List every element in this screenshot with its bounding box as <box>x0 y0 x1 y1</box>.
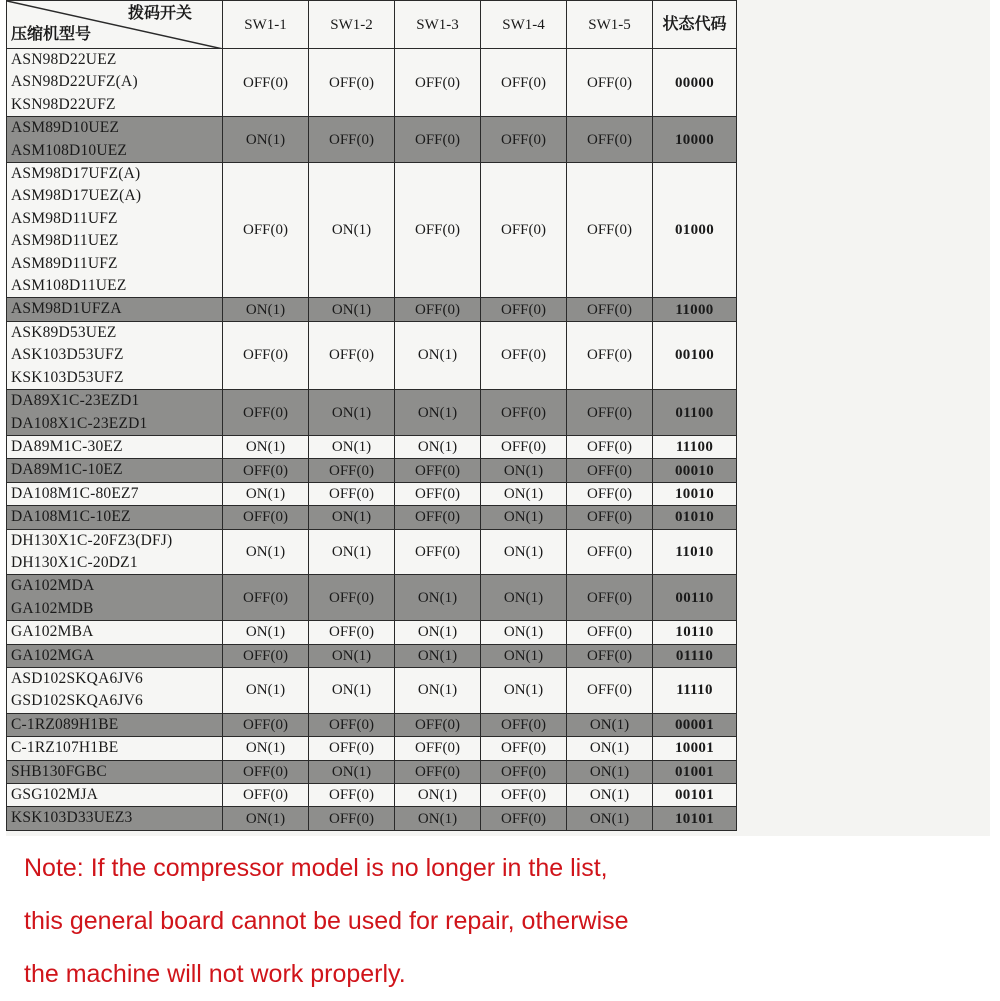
switch-state-sw1-3: OFF(0) <box>395 298 481 321</box>
switch-header-1: SW1-1 <box>223 1 309 49</box>
switch-state-sw1-5: OFF(0) <box>567 117 653 163</box>
compressor-model-cell <box>7 667 223 713</box>
compressor-model-cell <box>7 298 223 321</box>
compressor-model: GSG102MJA <box>11 786 99 803</box>
table-row <box>7 760 737 783</box>
table-row <box>7 807 737 830</box>
table-row <box>7 575 737 621</box>
switch-state-sw1-1: ON(1) <box>223 482 309 505</box>
compressor-model-cell <box>7 390 223 436</box>
switch-state-sw1-1: ON(1) <box>223 117 309 163</box>
compressor-model: ASM108D10UEZ <box>11 141 128 159</box>
table-row <box>7 321 737 389</box>
switch-state-sw1-1: OFF(0) <box>223 459 309 482</box>
switch-state-sw1-1: OFF(0) <box>223 760 309 783</box>
compressor-model: DH130X1C-20DZ1 <box>11 553 138 571</box>
compressor-model-cell <box>7 621 223 644</box>
switch-state-sw1-1: OFF(0) <box>223 390 309 436</box>
switch-state-sw1-5: OFF(0) <box>567 529 653 575</box>
compressor-model: DA89X1C-23EZD1 <box>11 392 140 410</box>
status-code: 10001 <box>653 737 737 760</box>
compressor-model: GSD102SKQA6JV6 <box>11 692 143 710</box>
compressor-model-cell <box>7 737 223 760</box>
compressor-model: DH130X1C-20FZ3(DFJ) <box>11 531 173 549</box>
switch-header-3: SW1-3 <box>395 1 481 49</box>
switch-state-sw1-5: OFF(0) <box>567 506 653 529</box>
switch-state-sw1-1: ON(1) <box>223 298 309 321</box>
table-row <box>7 459 737 482</box>
compressor-model: KSK103D33UEZ3 <box>11 809 133 827</box>
switch-header-2: SW1-2 <box>309 1 395 49</box>
switch-state-sw1-4: ON(1) <box>481 459 567 482</box>
compressor-model-cell <box>7 435 223 458</box>
switch-state-sw1-1: ON(1) <box>223 667 309 713</box>
switch-state-sw1-2: ON(1) <box>309 667 395 713</box>
switch-state-sw1-1: OFF(0) <box>223 49 309 117</box>
table-row <box>7 117 737 163</box>
status-code: 11110 <box>653 667 737 713</box>
compressor-model: ASM98D11UEZ <box>11 232 119 250</box>
switch-header-4: SW1-4 <box>481 1 567 49</box>
switch-state-sw1-4: OFF(0) <box>481 435 567 458</box>
table-row <box>7 737 737 760</box>
dip-switch-header: 拨码开关 <box>127 5 192 22</box>
switch-state-sw1-3: OFF(0) <box>395 760 481 783</box>
compressor-model: GA102MGA <box>11 646 95 664</box>
switch-state-sw1-4: ON(1) <box>481 621 567 644</box>
compressor-model: ASK103D53UFZ <box>11 346 124 364</box>
switch-state-sw1-5: OFF(0) <box>567 49 653 117</box>
switch-state-sw1-4: OFF(0) <box>481 117 567 163</box>
status-code: 00110 <box>653 575 737 621</box>
compressor-model-header: 压缩机型号 <box>11 26 92 43</box>
table-row <box>7 49 737 117</box>
compressor-model: GA102MBA <box>11 623 94 641</box>
switch-state-sw1-5: OFF(0) <box>567 575 653 621</box>
table-row <box>7 784 737 807</box>
switch-state-sw1-3: ON(1) <box>395 807 481 830</box>
switch-state-sw1-4: ON(1) <box>481 506 567 529</box>
note-line-3: the machine will not work properly. <box>24 960 406 988</box>
switch-state-sw1-4: OFF(0) <box>481 737 567 760</box>
header-row <box>7 1 737 49</box>
compressor-model: DA108M1C-10EZ <box>11 508 131 526</box>
switch-state-sw1-5: OFF(0) <box>567 667 653 713</box>
switch-state-sw1-2: OFF(0) <box>309 575 395 621</box>
switch-state-sw1-5: OFF(0) <box>567 482 653 505</box>
switch-state-sw1-2: ON(1) <box>309 506 395 529</box>
compressor-model-cell <box>7 760 223 783</box>
status-code: 00000 <box>653 49 737 117</box>
dip-switch-table <box>6 0 737 831</box>
status-code: 01100 <box>653 390 737 436</box>
compressor-model: ASM98D17UEZ(A) <box>11 187 142 205</box>
compressor-model-cell <box>7 784 223 807</box>
switch-state-sw1-3: ON(1) <box>395 784 481 807</box>
switch-state-sw1-2: OFF(0) <box>309 784 395 807</box>
compressor-model-cell <box>7 506 223 529</box>
compressor-model: DA89M1C-10EZ <box>11 461 123 479</box>
switch-state-sw1-1: ON(1) <box>223 807 309 830</box>
switch-state-sw1-2: ON(1) <box>309 760 395 783</box>
table-body <box>7 49 737 831</box>
switch-state-sw1-3: OFF(0) <box>395 529 481 575</box>
switch-state-sw1-5: ON(1) <box>567 737 653 760</box>
compressor-model: ASM98D11UFZ <box>11 209 118 227</box>
table-row <box>7 390 737 436</box>
compressor-model: ASN98D22UEZ <box>11 51 117 68</box>
status-code: 01001 <box>653 760 737 783</box>
compressor-model-cell <box>7 482 223 505</box>
status-code: 01010 <box>653 506 737 529</box>
table-row <box>7 435 737 458</box>
switch-state-sw1-5: ON(1) <box>567 807 653 830</box>
switch-state-sw1-4: OFF(0) <box>481 784 567 807</box>
switch-state-sw1-1: OFF(0) <box>223 713 309 736</box>
compressor-model: ASM108D11UEZ <box>11 277 127 295</box>
status-code: 00100 <box>653 321 737 389</box>
switch-state-sw1-1: OFF(0) <box>223 784 309 807</box>
compressor-model-cell <box>7 117 223 163</box>
compressor-model: DA108M1C-80EZ7 <box>11 484 139 502</box>
compressor-model: DA108X1C-23EZD1 <box>11 414 148 432</box>
switch-state-sw1-5: OFF(0) <box>567 163 653 298</box>
switch-state-sw1-2: OFF(0) <box>309 713 395 736</box>
compressor-model: KSN98D22UFZ <box>11 95 116 113</box>
switch-state-sw1-1: ON(1) <box>223 435 309 458</box>
switch-state-sw1-4: ON(1) <box>481 667 567 713</box>
diagonal-header-cell <box>7 1 223 49</box>
switch-state-sw1-2: OFF(0) <box>309 621 395 644</box>
switch-state-sw1-3: ON(1) <box>395 390 481 436</box>
switch-state-sw1-5: OFF(0) <box>567 321 653 389</box>
switch-state-sw1-2: ON(1) <box>309 644 395 667</box>
status-code: 10101 <box>653 807 737 830</box>
switch-state-sw1-2: OFF(0) <box>309 737 395 760</box>
switch-state-sw1-5: OFF(0) <box>567 298 653 321</box>
compressor-model-cell <box>7 575 223 621</box>
compressor-model-cell <box>7 49 223 117</box>
note-line-2: this general board cannot be used for repair, otherwise <box>24 907 629 935</box>
compressor-model: SHB130FGBC <box>11 762 107 780</box>
compressor-model-cell <box>7 713 223 736</box>
switch-state-sw1-2: ON(1) <box>309 529 395 575</box>
switch-state-sw1-4: ON(1) <box>481 575 567 621</box>
dip-switch-sheet <box>6 0 990 836</box>
repair-note <box>24 842 984 1001</box>
status-code-header: 状态代码 <box>653 1 737 49</box>
switch-state-sw1-1: OFF(0) <box>223 163 309 298</box>
switch-state-sw1-2: OFF(0) <box>309 321 395 389</box>
switch-state-sw1-3: ON(1) <box>395 621 481 644</box>
switch-state-sw1-5: OFF(0) <box>567 390 653 436</box>
table-row <box>7 713 737 736</box>
switch-state-sw1-3: OFF(0) <box>395 163 481 298</box>
switch-state-sw1-4: OFF(0) <box>481 760 567 783</box>
switch-state-sw1-3: OFF(0) <box>395 482 481 505</box>
switch-state-sw1-4: OFF(0) <box>481 298 567 321</box>
compressor-model-cell <box>7 807 223 830</box>
compressor-model-cell <box>7 529 223 575</box>
switch-state-sw1-3: OFF(0) <box>395 459 481 482</box>
compressor-model: ASK89D53UEZ <box>11 323 117 341</box>
switch-state-sw1-4: OFF(0) <box>481 49 567 117</box>
switch-state-sw1-3: ON(1) <box>395 644 481 667</box>
switch-header-5: SW1-5 <box>567 1 653 49</box>
note-line-1: Note: If the compressor model is no longer in the list, <box>24 854 608 882</box>
switch-state-sw1-5: OFF(0) <box>567 621 653 644</box>
switch-state-sw1-3: ON(1) <box>395 435 481 458</box>
compressor-model: KSK103D53UFZ <box>11 368 124 386</box>
table-row <box>7 644 737 667</box>
table-row <box>7 621 737 644</box>
switch-state-sw1-2: ON(1) <box>309 298 395 321</box>
switch-state-sw1-4: OFF(0) <box>481 390 567 436</box>
switch-state-sw1-4: ON(1) <box>481 644 567 667</box>
status-code: 01110 <box>653 644 737 667</box>
switch-state-sw1-1: OFF(0) <box>223 321 309 389</box>
switch-state-sw1-4: ON(1) <box>481 482 567 505</box>
switch-state-sw1-4: OFF(0) <box>481 807 567 830</box>
compressor-model-cell <box>7 459 223 482</box>
switch-state-sw1-1: ON(1) <box>223 621 309 644</box>
switch-state-sw1-4: OFF(0) <box>481 713 567 736</box>
switch-state-sw1-5: ON(1) <box>567 760 653 783</box>
switch-state-sw1-5: OFF(0) <box>567 644 653 667</box>
switch-state-sw1-1: OFF(0) <box>223 506 309 529</box>
compressor-model: ASM98D17UFZ(A) <box>11 165 141 183</box>
compressor-model: ASM89D11UFZ <box>11 254 118 272</box>
switch-state-sw1-3: OFF(0) <box>395 737 481 760</box>
switch-state-sw1-2: ON(1) <box>309 435 395 458</box>
switch-state-sw1-5: OFF(0) <box>567 459 653 482</box>
switch-state-sw1-1: OFF(0) <box>223 575 309 621</box>
status-code: 01000 <box>653 163 737 298</box>
switch-state-sw1-2: OFF(0) <box>309 117 395 163</box>
switch-state-sw1-5: OFF(0) <box>567 435 653 458</box>
status-code: 00010 <box>653 459 737 482</box>
compressor-model: GA102MDA <box>11 577 95 595</box>
compressor-model: C-1RZ107H1BE <box>11 739 119 757</box>
switch-state-sw1-3: ON(1) <box>395 667 481 713</box>
switch-state-sw1-5: ON(1) <box>567 713 653 736</box>
table-row <box>7 667 737 713</box>
compressor-model: ASN98D22UFZ(A) <box>11 73 138 91</box>
compressor-model-cell <box>7 163 223 298</box>
status-code: 11100 <box>653 435 737 458</box>
switch-state-sw1-1: OFF(0) <box>223 644 309 667</box>
switch-state-sw1-2: OFF(0) <box>309 482 395 505</box>
switch-state-sw1-4: OFF(0) <box>481 321 567 389</box>
compressor-model: DA89M1C-30EZ <box>11 437 123 455</box>
switch-state-sw1-3: OFF(0) <box>395 117 481 163</box>
compressor-model: ASD102SKQA6JV6 <box>11 669 143 687</box>
switch-state-sw1-2: OFF(0) <box>309 49 395 117</box>
compressor-model-cell <box>7 644 223 667</box>
compressor-model-cell <box>7 321 223 389</box>
switch-state-sw1-2: OFF(0) <box>309 807 395 830</box>
switch-state-sw1-2: ON(1) <box>309 390 395 436</box>
switch-state-sw1-2: ON(1) <box>309 163 395 298</box>
status-code: 10000 <box>653 117 737 163</box>
switch-state-sw1-3: OFF(0) <box>395 506 481 529</box>
table-row <box>7 163 737 298</box>
table-row <box>7 529 737 575</box>
compressor-model: ASM89D10UEZ <box>11 119 120 137</box>
status-code: 00001 <box>653 713 737 736</box>
status-code: 11000 <box>653 298 737 321</box>
table-row <box>7 298 737 321</box>
switch-state-sw1-2: OFF(0) <box>309 459 395 482</box>
switch-state-sw1-1: ON(1) <box>223 529 309 575</box>
table-row <box>7 506 737 529</box>
switch-state-sw1-3: ON(1) <box>395 575 481 621</box>
switch-state-sw1-3: OFF(0) <box>395 713 481 736</box>
switch-state-sw1-4: ON(1) <box>481 529 567 575</box>
switch-state-sw1-4: OFF(0) <box>481 163 567 298</box>
compressor-model: ASM98D1UFZA <box>11 300 122 318</box>
compressor-model: GA102MDB <box>11 599 94 617</box>
status-code: 11010 <box>653 529 737 575</box>
table-row <box>7 482 737 505</box>
switch-state-sw1-3: ON(1) <box>395 321 481 389</box>
status-code: 10010 <box>653 482 737 505</box>
switch-state-sw1-1: ON(1) <box>223 737 309 760</box>
switch-state-sw1-5: ON(1) <box>567 784 653 807</box>
status-code: 10110 <box>653 621 737 644</box>
compressor-model: C-1RZ089H1BE <box>11 715 119 733</box>
switch-state-sw1-3: OFF(0) <box>395 49 481 117</box>
status-code: 00101 <box>653 784 737 807</box>
